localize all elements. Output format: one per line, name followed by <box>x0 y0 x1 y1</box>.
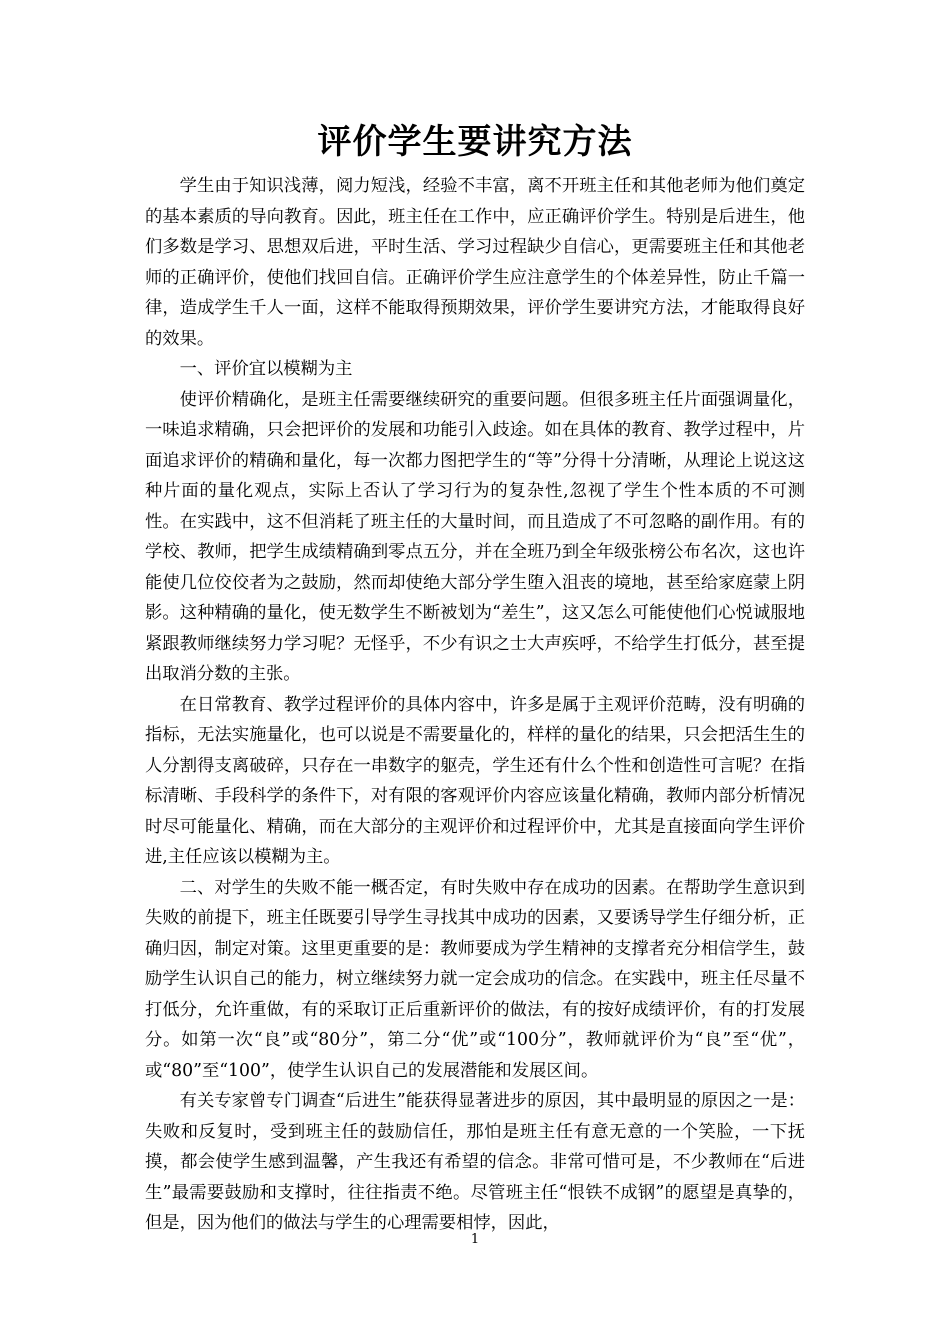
document-title: 评价学生要讲究方法 <box>317 122 633 162</box>
paragraph-subjective: 在日常教育、教学过程评价的具体内容中，许多是属于主观评价范畴，没有明确的指标，无法实施量化，也可以说是不需要量化的，样样的量化的结果，只会把活生生的人分割得支离破碎，只存在一串数字的躯壳，学生还有什么个性和创造性可言呢？在指标清晰、手段科学的条件下，对有限的客观评价内容应该量化精确，教师内部分析情况时尽可能量化、精确，而在大部分的主观评价和过程评价中，尤其是直接面向学生评价进,主任应该以模糊为主。 <box>145 694 805 867</box>
paragraph-intro: 学生由于知识浅薄，阅力短浅，经验不丰富，离不开班主任和其他老师为他们奠定的基本素质的导向教育。因此，班主任在工作中，应正确评价学生。特别是后进生，他们多数是学习、思想双后进，平时生活、学习过程缺少自信心，更需要班主任和其他老师的正确评价，使他们找回自信。正确评价学生应注意学生的个体差异性，防止千篇一律，造成学生千人一面，这样不能取得预期效果，评价学生要讲究方法，才能取得良好的效果。 <box>145 176 805 349</box>
paragraph-failure: 二、对学生的失败不能一概否定，有时失败中存在成功的因素。在帮助学生意识到失败的前提下，班主任既要引导学生寻找其中成功的因素，又要诱导学生仔细分析，正确归因，制定对策。这里更重要的是：教师要成为学生精神的支撑者充分相信学生，鼓励学生认识自己的能力，树立继续努力就一定会成功的信念。在实践中，班主任尽量不打低分，允许重做，有的采取订正后重新评价的做法，有的按好成绩评价，有的打发展分。如第一次“良”或“80分”，第二分“优”或“100分”，教师就评价为“良”至“优”，或“80”至“100”，使学生认识自己的发展潜能和发展区间。 <box>145 877 805 1081</box>
document-body <box>145 171 805 1239</box>
paragraph-experts: 有关专家曾专门调查“后进生”能获得显著进步的原因，其中最明显的原因之一是：失败和反复时，受到班主任的鼓励信任，那怕是班主任有意无意的一个笑脸，一下抚摸，都会使学生感到温馨，产生我还有希望的信念。非常可惜可是，不少教师在“后进生”最需要鼓励和支撑时，往往指责不绝。尽管班主任“恨铁不成钢”的愿望是真挚的，但是，因为他们的做法与学生的心理需要相悖，因此， <box>145 1091 805 1233</box>
section-heading-1: 一、评价宜以模糊为主 <box>179 359 353 379</box>
page-number: 1 <box>470 1232 480 1247</box>
paragraph-precision: 使评价精确化，是班主任需要继续研究的重要问题。但很多班主任片面强调量化，一味追求精确，只会把评价的发展和功能引入歧途。如在具体的教育、教学过程中，片面追求评价的精确和量化，每一次都力图把学生的“等”分得十分清晰，从理论上说这这种片面的量化观点，实际上否认了学习行为的复杂性,忽视了学生个性本质的不可测性。在实践中，这不但消耗了班主任的大量时间，而且造成了不可忽略的副作用。有的学校、教师，把学生成绩精确到零点五分，并在全班乃到全年级张榜公布名次，这也许能使几位佼佼者为之鼓励，然而却使绝大部分学生堕入沮丧的境地，甚至给家庭蒙上阴影。这种精确的量化，使无数学生不断被划为“差生”，这又怎么可能使他们心悦诚服地紧跟教师继续努力学习呢？无怪乎，不少有识之士大声疾呼，不给学生打低分，甚至提出取消分数的主张。 <box>145 389 805 684</box>
